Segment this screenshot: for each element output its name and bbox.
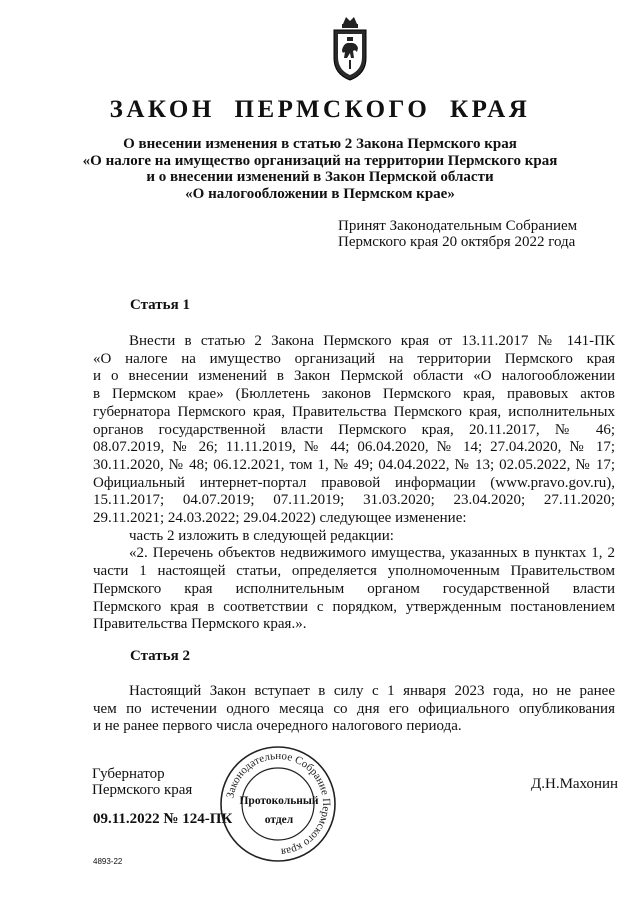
official-stamp [218, 744, 338, 864]
signatory-position [92, 766, 192, 798]
text-line: и не ранее первого числа очередного налогового периода. [93, 718, 462, 735]
text-line: Правительства Пермского края.». [93, 616, 307, 633]
law-subtitle [0, 136, 640, 202]
subtitle-line: О внесении изменения в статью 2 Закона Пермского края [123, 136, 517, 152]
stamp-center-line-1: Протокольный [239, 795, 319, 807]
adoption-line: Принят Законодательным Собранием [338, 218, 578, 234]
text-line: 08.07.2019, № 26; 11.11.2019, № 44; 06.04.2020, № 14; 27.04.2020, № 17; [93, 439, 615, 456]
text-line: Пермского края в соответствии с порядком, утвержденным постановлением [93, 598, 615, 615]
text-line: 15.11.2017; 04.07.2019; 07.11.2019; 31.03.2020; 23.04.2020; 27.11.2020; [93, 492, 615, 509]
text-line: «О налоге на имущество организаций на территории Пермского края [93, 350, 615, 367]
text-line: в Пермском крае» (Бюллетень законов Пермского края, правовых актов [93, 386, 615, 403]
text-line: Пермского края исполнительным органом государственной власти [93, 580, 615, 597]
text-line: 29.11.2021; 24.03.2022; 29.04.2022) следующее изменение: [93, 510, 467, 527]
text-line: части 1 настоящей статьи, определяется уполномоченным Правительством [93, 563, 615, 580]
stamp-ring-text: Законодательное Собрание Пермского края [224, 749, 333, 858]
document-code: 4893-22 [93, 857, 123, 866]
text-line: и о внесении изменений в Закон Пермской области «О налогообложении [93, 368, 615, 385]
text-line: Официальный интернет-портал правовой информации (www.pravo.gov.ru), [93, 474, 615, 491]
subtitle-line: и о внесении изменений в Закон Пермской области [146, 169, 494, 185]
subtitle-line: «О налоге на имущество организаций на территории Пермского края [82, 152, 558, 169]
stamp-center-line-2: отдел [264, 814, 294, 826]
text-line: чем по истечении одного месяца со дня его официального опубликования [93, 700, 615, 717]
subtitle-line: «О налогообложении в Пермском крае» [185, 185, 455, 202]
law-date-number: 09.11.2022 № 124-ПК [93, 811, 233, 827]
signatory-name: Д.Н.Махонин [531, 776, 619, 792]
article-2-heading: Статья 2 [130, 648, 190, 664]
law-title: ЗАКОН ПЕРМСКОГО КРАЯ [109, 96, 531, 123]
text-line: 30.11.2020, № 48; 06.12.2021, том 1, № 49; 04.04.2022, № 13; 02.05.2022, № 17; [93, 456, 615, 473]
text-line: Внести в статью 2 Закона Пермского края от 13.11.2017 № 141-ПК [129, 333, 615, 349]
article-2-paragraph-1 [93, 683, 615, 736]
coat-of-arms-emblem [329, 14, 371, 84]
position-line: Губернатор [92, 766, 165, 782]
adoption-note [338, 218, 577, 250]
article-1-paragraph-1 [93, 333, 615, 634]
text-line: Настоящий Закон вступает в силу с 1 января 2023 года, но не ранее [129, 683, 615, 699]
text-line: часть 2 изложить в следующей редакции: [129, 527, 394, 544]
position-line: Пермского края [92, 782, 193, 798]
adoption-line: Пермского края 20 октября 2022 года [338, 234, 576, 250]
text-line: «2. Перечень объектов недвижимого имущества, указанных в пунктах 1, 2 [129, 545, 615, 562]
article-1-heading: Статья 1 [130, 297, 190, 313]
text-line: губернатора Пермского края, Правительства Пермского края, исполнительных [93, 403, 615, 420]
text-line: органов государственной власти Пермского края, 20.11.2017, № 46; [93, 421, 615, 438]
